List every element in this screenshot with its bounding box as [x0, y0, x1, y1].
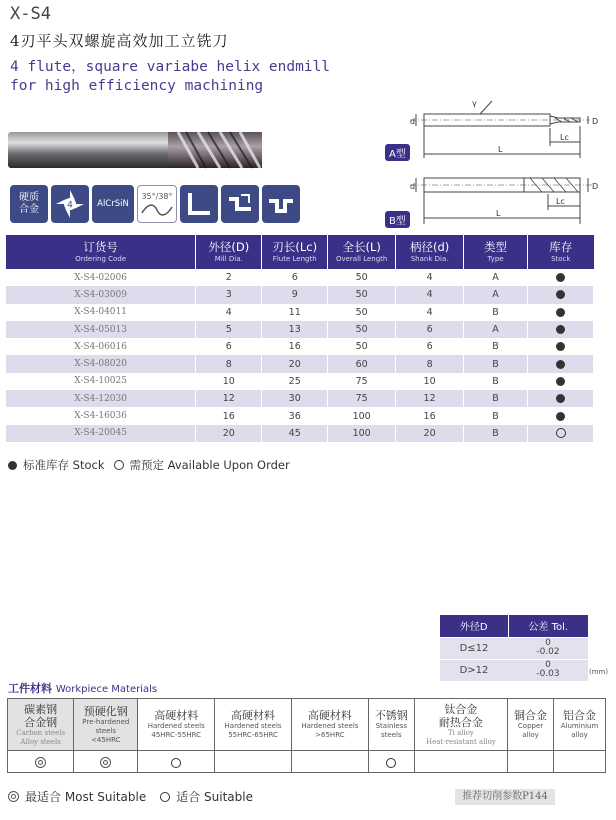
flute-length-cell: 9: [262, 286, 328, 303]
type-cell: B: [464, 373, 528, 390]
type-cell: A: [464, 321, 528, 338]
helix-icon: [137, 185, 177, 223]
workpiece-col-header: [8, 699, 74, 751]
ordering-code-cell: X-S4-16036: [6, 407, 196, 424]
col-ordering-code: 订货号 Ordering Code: [6, 235, 196, 269]
endmill-photo: [8, 128, 264, 172]
carbide-label: 硬质 合金: [19, 192, 39, 215]
material-name-cn: 高硬材料: [154, 709, 199, 722]
stock-dot-icon: [556, 308, 565, 317]
drawing-type-a: [380, 96, 610, 166]
overall-length-cell: 50: [328, 321, 396, 338]
product-row: [6, 269, 594, 286]
workpiece-rating-cell: [74, 751, 138, 773]
flute-length-cell: 13: [262, 321, 328, 338]
ordering-code-cell: X-S4-02006: [6, 269, 196, 286]
col-shank-dia: 柄径(d) Shank Dia.: [396, 235, 464, 269]
product-row: [6, 338, 594, 355]
flute-length-cell: 16: [262, 338, 328, 355]
coating-label: AlCrSiN: [97, 199, 129, 209]
flute-length-cell: 25: [262, 373, 328, 390]
flute-length-cell: 11: [262, 304, 328, 321]
material-name-cn: 铜合金: [514, 709, 548, 722]
material-name-cn: 碳素钢 合金钢: [24, 702, 58, 729]
mill-dia-cell: 5: [196, 321, 262, 338]
product-row: [6, 390, 594, 407]
flute-length-cell: 30: [262, 390, 328, 407]
side-milling-icon: [221, 185, 259, 223]
stock-legend: [8, 457, 290, 473]
overall-length-cell: 50: [328, 304, 396, 321]
workpiece-rating-cell: [554, 751, 606, 773]
stock-cell: [528, 407, 594, 424]
stock-cell: [528, 269, 594, 286]
title-english-line2: for high efficiency machining: [10, 78, 264, 94]
flute-count: 4: [67, 200, 73, 211]
ordering-code-cell: X-S4-03009: [6, 286, 196, 303]
material-name-en: Hardened steels 45HRC-55HRC: [147, 722, 205, 739]
product-row: [6, 355, 594, 372]
tol-row: [440, 659, 588, 681]
suitable-icon: [171, 758, 181, 768]
stock-dot-icon: [8, 461, 17, 470]
shank-dia-cell: 4: [396, 269, 464, 286]
shank-dia-cell: 4: [396, 286, 464, 303]
overall-length-cell: 75: [328, 373, 396, 390]
ordering-code-cell: X-S4-06016: [6, 338, 196, 355]
stock-dot-icon: [556, 394, 565, 403]
stock-dot-icon: [556, 273, 565, 282]
material-name-en: Carbon steels Alloy steels: [16, 728, 66, 746]
type-cell: B: [464, 355, 528, 372]
mill-dia-cell: 6: [196, 338, 262, 355]
dim-d-b: d: [410, 182, 416, 191]
material-name-cn: 高硬材料: [231, 709, 276, 722]
workpiece-rating-cell: [291, 751, 368, 773]
suitable-label: 适合 Suitable: [176, 790, 253, 804]
type-cell: B: [464, 304, 528, 321]
tolerance-unit: (mm): [589, 668, 609, 676]
tol-row: [440, 637, 588, 659]
dim-L-a: L: [498, 145, 503, 154]
suitable-icon: [386, 758, 396, 768]
stock-dot-icon: [556, 325, 565, 334]
material-name-cn: 铝合金: [563, 709, 597, 722]
order-ring-icon: [114, 460, 124, 470]
stock-dot-icon: [556, 342, 565, 351]
suitability-legend: [8, 788, 253, 805]
stock-cell: [528, 321, 594, 338]
overall-length-cell: 60: [328, 355, 396, 372]
overall-length-cell: 75: [328, 390, 396, 407]
stock-dot-icon: [556, 360, 565, 369]
ordering-code-cell: X-S4-05013: [6, 321, 196, 338]
most-suitable-icon: [8, 791, 19, 802]
workpiece-title-cn: 工件材料: [8, 682, 52, 695]
mill-dia-cell: 4: [196, 304, 262, 321]
flute-length-cell: 36: [262, 407, 328, 424]
suitable-icon: [160, 792, 170, 802]
stock-cell: [528, 355, 594, 372]
type-b-label: B型: [385, 211, 410, 228]
product-table-header: [6, 235, 594, 269]
cutting-params-reference: 推荐切削参数P144: [455, 789, 555, 805]
order-legend-label: 需预定 Available Upon Order: [129, 458, 290, 472]
stock-cell: [528, 425, 594, 442]
shank-dia-cell: 6: [396, 338, 464, 355]
material-name-cn: 预硬化钢: [83, 704, 128, 718]
dim-gamma: γ: [472, 99, 477, 108]
product-row: [6, 304, 594, 321]
product-row: [6, 286, 594, 303]
type-cell: A: [464, 269, 528, 286]
most-suitable-label: 最适合 Most Suitable: [25, 790, 147, 804]
overall-length-cell: 50: [328, 286, 396, 303]
workpiece-rating-cell: [368, 751, 414, 773]
col-mill-dia: 外径(D) Mill Dia.: [196, 235, 262, 269]
dim-Lc-a: Lc: [560, 133, 569, 142]
tolerance-table: [440, 615, 588, 681]
flute-length-cell: 45: [262, 425, 328, 442]
stock-legend-label: 标准库存 Stock: [23, 458, 105, 472]
ordering-code-cell: X-S4-20045: [6, 425, 196, 442]
ordering-code-cell: X-S4-12030: [6, 390, 196, 407]
material-name-en: Copper alloy: [517, 722, 544, 739]
material-name-en: Pre-hardened steels <45HRC: [82, 717, 130, 744]
workpiece-rating-cell: [138, 751, 215, 773]
most-suitable-icon: [100, 757, 111, 768]
stock-cell: [528, 286, 594, 303]
most-suitable-icon: [35, 757, 46, 768]
col-flute-length: 刃长(Lc) Flute Length: [262, 235, 328, 269]
workpiece-col-header: [508, 699, 554, 751]
stock-cell: [528, 373, 594, 390]
product-row: [6, 407, 594, 424]
tol-range: D≤12: [440, 637, 508, 659]
product-row: [6, 373, 594, 390]
workpiece-col-header: [215, 699, 292, 751]
product-table: [6, 235, 594, 442]
coating-icon: [92, 185, 134, 223]
material-name-cn: 钛合金 耐热合金: [438, 702, 483, 729]
type-cell: B: [464, 407, 528, 424]
carbide-icon: [10, 185, 48, 223]
workpiece-title: [8, 680, 157, 696]
tol-value: 0 -0.03: [508, 659, 588, 681]
workpiece-col-header: [414, 699, 507, 751]
shank-dia-cell: 6: [396, 321, 464, 338]
mill-dia-cell: 2: [196, 269, 262, 286]
tol-value: 0 -0.02: [508, 637, 588, 659]
slotting-icon: [262, 185, 300, 223]
feature-icons: [10, 185, 300, 223]
shank-dia-cell: 20: [396, 425, 464, 442]
workpiece-col-header: [291, 699, 368, 751]
workpiece-rating-cell: [8, 751, 74, 773]
mill-dia-cell: 12: [196, 390, 262, 407]
type-cell: B: [464, 390, 528, 407]
stock-cell: [528, 390, 594, 407]
workpiece-col-header: [368, 699, 414, 751]
drawing-type-b: [380, 168, 610, 228]
mill-dia-cell: 8: [196, 355, 262, 372]
dim-L-b: L: [496, 209, 501, 218]
shank-dia-cell: 8: [396, 355, 464, 372]
flute-length-cell: 6: [262, 269, 328, 286]
material-name-en: Aluminium alloy: [560, 722, 599, 739]
shank-dia-cell: 16: [396, 407, 464, 424]
mill-dia-cell: 10: [196, 373, 262, 390]
stock-cell: [528, 304, 594, 321]
title-english-line1: 4 flute，square variabe helix endmill: [10, 59, 331, 75]
dim-Lc-b: Lc: [556, 197, 565, 206]
ordering-code-cell: X-S4-04011: [6, 304, 196, 321]
product-row: [6, 425, 594, 442]
shank-dia-cell: 10: [396, 373, 464, 390]
dim-D-b: D: [592, 182, 599, 191]
tol-header-dia: 外径D: [440, 615, 508, 637]
mill-dia-cell: 16: [196, 407, 262, 424]
mill-dia-cell: 3: [196, 286, 262, 303]
dim-d-a: d: [410, 117, 416, 126]
flute-length-cell: 20: [262, 355, 328, 372]
overall-length-cell: 50: [328, 338, 396, 355]
workpiece-col-header: [74, 699, 138, 751]
stock-cell: [528, 338, 594, 355]
helix-label: 35°/38°: [141, 192, 173, 201]
type-cell: A: [464, 286, 528, 303]
workpiece-col-header: [138, 699, 215, 751]
workpiece-col-header: [554, 699, 606, 751]
ordering-code-cell: X-S4-08020: [6, 355, 196, 372]
material-name-en: Stainless steels: [375, 722, 408, 739]
stock-dot-icon: [556, 412, 565, 421]
shank-dia-cell: 4: [396, 304, 464, 321]
tol-header-tol: 公差 Tol.: [508, 615, 588, 637]
square-end-icon: [180, 185, 218, 223]
shank-dia-cell: 12: [396, 390, 464, 407]
material-name-en: Ti alloy Heat-resistant alloy: [425, 728, 496, 746]
type-a-label: A型: [385, 144, 410, 161]
workpiece-rating-cell: [215, 751, 292, 773]
workpiece-rating-cell: [508, 751, 554, 773]
type-cell: B: [464, 338, 528, 355]
type-cell: B: [464, 425, 528, 442]
flute-count-icon: [51, 185, 89, 223]
title-chinese: 4刃平头双螺旋高效加工立铣刀: [10, 32, 229, 50]
stock-dot-icon: [556, 377, 565, 386]
col-type: 类型 Type: [464, 235, 528, 269]
overall-length-cell: 50: [328, 269, 396, 286]
col-stock: 库存 Stock: [528, 235, 594, 269]
workpiece-rating-cell: [414, 751, 507, 773]
product-model: X-S4: [10, 4, 51, 24]
overall-length-cell: 100: [328, 425, 396, 442]
material-name-en: Hardened steels 55HRC-65HRC: [224, 722, 282, 739]
overall-length-cell: 100: [328, 407, 396, 424]
col-overall-length: 全长(L) Overall Length: [328, 235, 396, 269]
ordering-code-cell: X-S4-10025: [6, 373, 196, 390]
product-row: [6, 321, 594, 338]
material-name-en: Hardened steels >65HRC: [301, 722, 359, 739]
tol-range: D>12: [440, 659, 508, 681]
material-name-cn: 高硬材料: [307, 709, 352, 722]
material-name-cn: 不锈钢: [374, 709, 408, 722]
workpiece-table: [7, 698, 606, 773]
workpiece-title-en: Workpiece Materials: [55, 684, 158, 695]
mill-dia-cell: 20: [196, 425, 262, 442]
dim-D-a: D: [592, 117, 599, 126]
order-ring-icon: [556, 428, 566, 438]
stock-dot-icon: [556, 290, 565, 299]
